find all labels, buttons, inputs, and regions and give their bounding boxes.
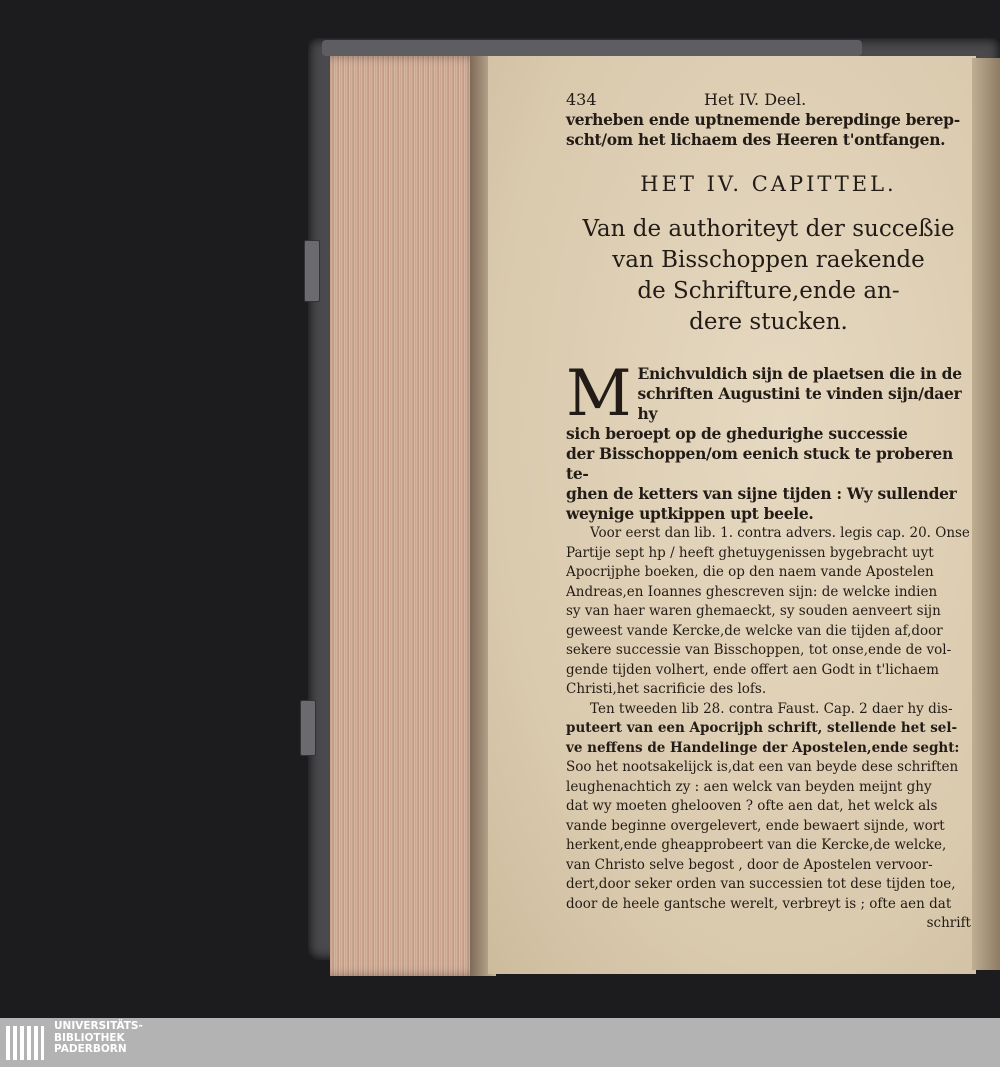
- text-line: ghen de ketters van sijne tijden : Wy sullender: [566, 484, 957, 503]
- text-line: leughenachtich zy : aen welck van beyden meijnt ghy: [566, 778, 932, 795]
- paragraph-3: [566, 700, 971, 915]
- text-line: Soo het nootsakelijck is,dat een van beyde dese schriften: [566, 759, 959, 775]
- text-line: dat wy moeten ghelooven ? ofte aen dat, het welck als: [566, 798, 938, 814]
- text-line: sekere successie van Bisschoppen, tot onse,ende de vol-: [566, 642, 952, 658]
- library-name: [54, 1021, 143, 1056]
- text-line: sy van haer waren ghemaeckt, sy souden aenveert sijn: [566, 603, 941, 619]
- text-line: vande beginne overgelevert, ende bewaert sijnde, wort: [566, 817, 945, 834]
- text-line: van Christo selve begost , door de Apostelen vervoor-: [566, 856, 933, 873]
- page-edge-right: [972, 58, 1000, 970]
- page-edges: [330, 56, 480, 976]
- text-line: Christi,het sacrificie des lofs.: [566, 681, 767, 697]
- text-line: door de heele gantsche werelt, verbreyt is ; ofte aen dat: [566, 895, 952, 912]
- text-line: Apocrijphe boeken, die op den naem vande Apostelen: [566, 564, 934, 580]
- chapter-title-line: van Bisschoppen raekende: [612, 247, 925, 273]
- clasp-icon: [300, 700, 316, 756]
- chapter-title-line: dere stucken.: [689, 309, 848, 335]
- text-line: der Bisschoppen/om eenich stuck te proberen te-: [566, 444, 953, 483]
- chapter-title-line: de Schrifture,ende an-: [637, 278, 900, 304]
- text-line: Partije sept hp / heeft ghetuygenissen bygebracht uyt: [566, 544, 934, 561]
- paragraph-1: [566, 357, 971, 524]
- running-title: Het IV. Deel.: [704, 90, 807, 109]
- cover-top-edge: [322, 40, 862, 56]
- drop-cap: M: [566, 357, 632, 431]
- text-line: dert,door seker orden van successien tot dese tijden toe,: [566, 876, 956, 892]
- library-name-line: UNIVERSITÄTS-: [54, 1020, 143, 1032]
- paragraph-2: [566, 524, 971, 700]
- text-line: sich beroept op de ghedurighe successie: [566, 424, 908, 443]
- text-line: herkent,ende gheapprobeert van die Kercke,de welcke,: [566, 837, 947, 853]
- page-text: [566, 90, 971, 934]
- text-line: schriften Augustini te vinden sijn/daer hy: [637, 384, 962, 423]
- text-line: Voor eerst dan lib. 1. contra advers. legis cap. 20. Onse: [590, 525, 970, 541]
- text-line: verheben ende uptnemende berepdinge berep-: [566, 110, 960, 129]
- text-line: geweest vande Kercke,de welcke van die tijden af,door: [566, 622, 943, 639]
- library-name-line: PADERBORN: [54, 1043, 127, 1055]
- text-line: puteert van een Apocrijph schrift, stellende het sel-: [566, 720, 958, 736]
- chapter-heading: HET IV. CAPITTEL.: [640, 172, 897, 196]
- text-line: gende tijden volhert, ende offert aen Godt in t'lichaem: [566, 661, 939, 678]
- text-line: Enichvuldich sijn de plaetsen die in de: [637, 364, 962, 383]
- clasp-icon: [304, 240, 320, 302]
- footer-bar: [0, 1018, 1000, 1067]
- page-number: 434: [566, 90, 597, 109]
- chapter-title-line: Van de authoriteyt der succeßie: [582, 216, 955, 242]
- library-logo-icon: [4, 1022, 46, 1064]
- text-line: ve neffens de Handelinge der Apostelen,ende seght:: [566, 739, 960, 756]
- catchword: schrift: [926, 915, 971, 931]
- text-line: weynige uptkippen upt beele.: [566, 504, 814, 523]
- running-header: [566, 90, 971, 110]
- text-line: Ten tweeden lib 28. contra Faust. Cap. 2 daer hy dis-: [590, 700, 953, 717]
- text-line: scht/om het lichaem des Heeren t'ontfangen.: [566, 130, 946, 149]
- library-name-line: BIBLIOTHEK: [54, 1031, 125, 1044]
- text-line: Andreas,en Ioannes ghescreven sijn: de welcke indien: [566, 583, 938, 600]
